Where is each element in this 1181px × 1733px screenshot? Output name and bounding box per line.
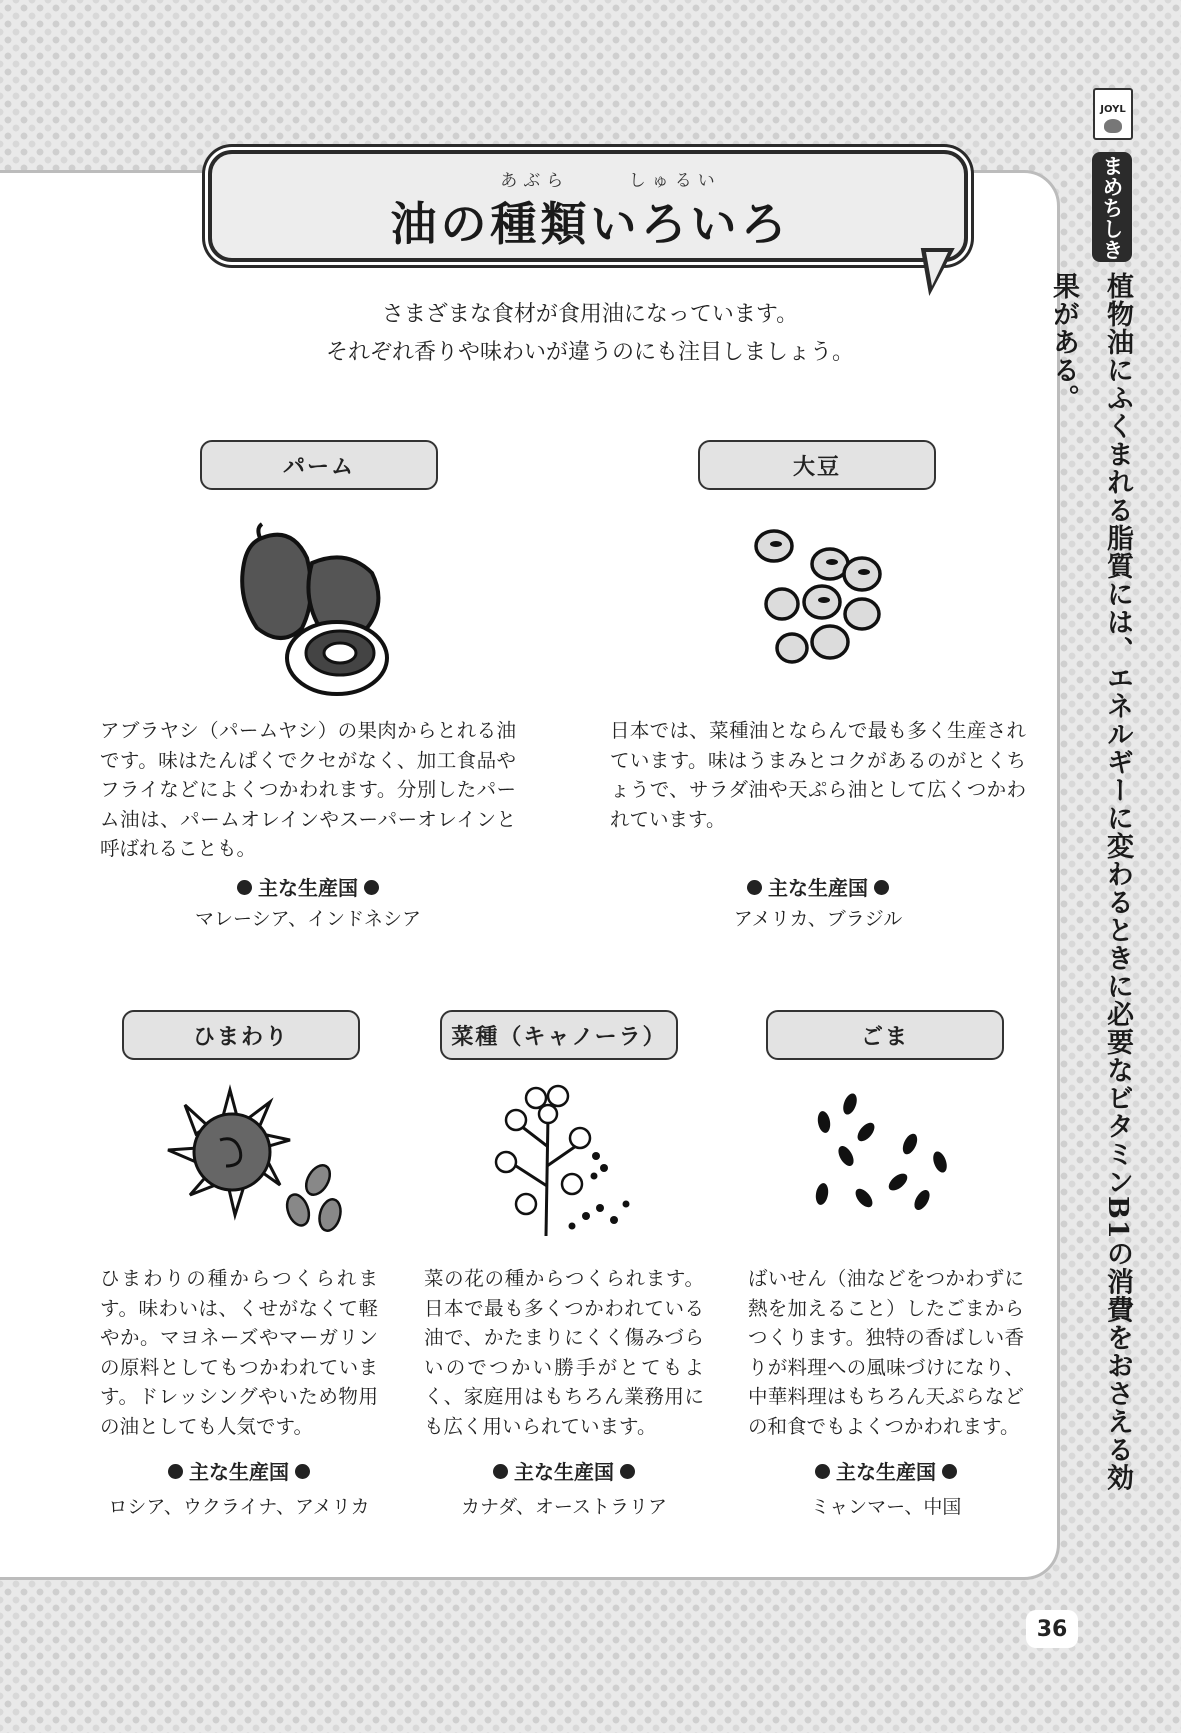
producer-countries-sesame: ミャンマー、中国	[810, 1496, 962, 1518]
oil-description-palm: アブラヤシ（パームヤシ）の果肉からとれる油です。味はたんぱくでクセがなく、加工食品やフライなどによくつかわれます。分別したパーム油は、パームオレインやスーパーオレインと呼ばれることも。	[100, 719, 516, 860]
bullet-icon	[237, 880, 252, 895]
logo-leaf-icon	[1104, 119, 1122, 133]
title-ruby: あぶら しゅるい	[500, 171, 721, 191]
producer-countries-rapeseed: カナダ、オーストラリア	[461, 1496, 667, 1518]
oil-label-palm: パーム	[200, 440, 438, 490]
producer-countries-sunflower: ロシア、ウクライナ、アメリカ	[108, 1496, 370, 1518]
producer-heading-sunflower	[100, 1456, 378, 1485]
oil-description-sesame: ばいせん（油などをつかわずに熱を加えること）したごまからつくります。独特の香ばしい香りが料理への風味づけになり、中華料理はもちろん天ぷらなどの和食でもよくつかわれます。	[748, 1267, 1024, 1438]
oil-label-sesame: ごま	[766, 1010, 1004, 1060]
bullet-icon	[168, 1464, 183, 1479]
oil-label-rapeseed: 菜種（キャノーラ）	[440, 1010, 678, 1060]
bullet-icon	[620, 1464, 635, 1479]
producer-heading-palm	[100, 872, 516, 901]
joyl-logo	[1093, 88, 1133, 140]
logo-text: JOYL	[1100, 104, 1126, 115]
oil-description-sunflower: ひまわりの種からつくられます。味わいは、くせがなくて軽やか。マヨネーズやマーガリンの原料としてもつかわれています。ドレッシングやいため物用の油としても人気です。	[100, 1267, 378, 1438]
producer-heading-text: 主な生産国	[836, 1460, 936, 1484]
soybean-illustration	[752, 524, 892, 674]
trivia-tag: まめちしき	[1092, 152, 1132, 262]
intro-text	[220, 296, 960, 372]
sunflower-illustration	[140, 1080, 350, 1240]
sesame-seeds-illustration	[810, 1090, 960, 1220]
producer-countries-palm: マレーシア、インドネシア	[195, 908, 421, 930]
bullet-icon	[364, 880, 379, 895]
oil-label-sunflower: ひまわり	[122, 1010, 360, 1060]
producer-heading-sesame	[748, 1456, 1024, 1485]
page-number: 36	[1026, 1610, 1078, 1648]
producer-heading-text: 主な生産国	[258, 876, 358, 900]
bullet-icon	[747, 880, 762, 895]
bullet-icon	[874, 880, 889, 895]
intro-line-2: それぞれ香りや味わいが違うのにも注目しましょう。	[325, 340, 854, 365]
palm-fruit-illustration	[232, 518, 402, 696]
intro-line-1: さまざまな食材が食用油になっています。	[381, 302, 799, 327]
oil-label-soybean: 大豆	[698, 440, 936, 490]
producer-heading-text: 主な生産国	[514, 1460, 614, 1484]
oil-description-rapeseed: 菜の花の種からつくられます。日本で最も多くつかわれている油で、かたまりにくく傷みづらいのでつかい勝手がとてもよく、家庭用はもちろん業務用にも広く用いられています。	[424, 1267, 704, 1438]
producer-heading-text: 主な生産国	[189, 1460, 289, 1484]
producer-heading-soybean	[610, 872, 1026, 901]
bullet-icon	[493, 1464, 508, 1479]
bullet-icon	[942, 1464, 957, 1479]
rapeseed-flower-illustration	[476, 1076, 646, 1246]
page-title: 油の種類いろいろ	[390, 197, 791, 251]
producer-heading-text: 主な生産国	[768, 876, 868, 900]
trivia-text: 植物油にふくまれる脂質には、エネルギーに変わるときに必要なビタミンB1の消費をおさえる効果がある。	[1048, 272, 1133, 1492]
producer-heading-rapeseed	[424, 1456, 704, 1485]
oil-description-soybean: 日本では、菜種油とならんで最も多く生産されています。味はうまみとコクがあるのがとくちょうで、サラダ油や天ぷら油として広くつかわれています。	[610, 719, 1026, 831]
bullet-icon	[815, 1464, 830, 1479]
producer-countries-soybean: アメリカ、ブラジル	[733, 908, 903, 930]
bullet-icon	[295, 1464, 310, 1479]
